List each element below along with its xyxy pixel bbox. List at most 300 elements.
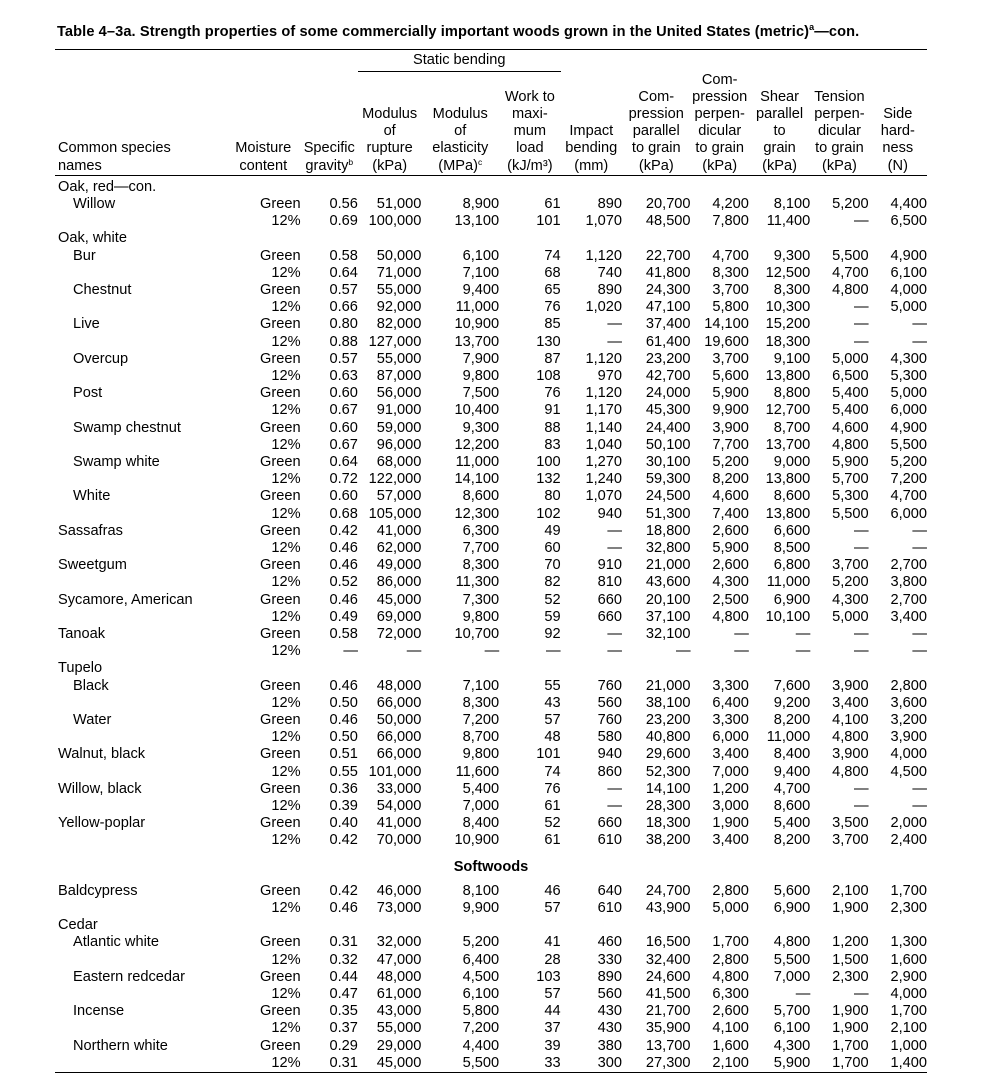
- table-cell: 4,500: [890, 763, 927, 780]
- table-cell: 0.80: [329, 316, 358, 333]
- table-cell: 12%: [271, 832, 301, 849]
- table-cell: 3,700: [832, 557, 869, 574]
- table-cell: —: [795, 643, 811, 660]
- column-header-line: hard-: [880, 123, 915, 140]
- table-cell: —: [734, 626, 749, 642]
- table-cell: 61,000: [376, 986, 422, 1003]
- table-row: [55, 334, 927, 351]
- table-cell: —: [912, 626, 927, 642]
- table-cell: 57: [544, 712, 561, 729]
- species-name: [55, 643, 226, 660]
- species-name: Sycamore, American: [58, 591, 193, 608]
- section-row: [55, 850, 927, 879]
- table-cell: 10,400: [454, 402, 500, 419]
- table-cell: 80: [544, 488, 561, 505]
- column-header-line: Modulus: [362, 105, 418, 122]
- table-cell: 760: [597, 677, 622, 694]
- static-bending-group-header: Static bending: [358, 50, 561, 72]
- table-cell: 9,000: [773, 453, 811, 470]
- table-cell: 32,400: [645, 951, 691, 968]
- table-cell: 21,700: [645, 1003, 691, 1020]
- table-row: [55, 437, 927, 454]
- table-cell: 9,300: [773, 247, 811, 264]
- table-cell: 28,300: [645, 798, 691, 815]
- species-name: Tupelo: [58, 660, 103, 677]
- table-cell: 0.46: [329, 591, 358, 608]
- column-header-mor: [358, 72, 421, 176]
- table-cell: 42,700: [645, 367, 691, 384]
- table-cell: 580: [597, 729, 622, 746]
- table-cell: 430: [597, 1003, 622, 1020]
- table-cell: Green: [260, 385, 301, 402]
- table-cell: 6,900: [773, 900, 811, 917]
- table-cell: 2,700: [890, 557, 927, 574]
- table-cell: 5,800: [462, 1003, 500, 1020]
- table-cell: 0.47: [329, 986, 358, 1003]
- table-cell: 12%: [271, 643, 301, 660]
- species-group-row: [55, 660, 927, 677]
- table-cell: 11,300: [455, 574, 500, 591]
- column-header-line: names: [58, 157, 102, 174]
- column-header-tension: [810, 72, 868, 176]
- table-cell: 12%: [271, 471, 301, 488]
- species-name: [55, 1020, 226, 1037]
- species-group-row: [55, 230, 927, 247]
- table-cell: 8,600: [773, 488, 811, 505]
- table-cell: 0.42: [329, 882, 358, 899]
- table-row: [55, 678, 927, 695]
- table-cell: 430: [597, 1020, 622, 1037]
- species-name: [55, 574, 226, 591]
- table-row: [55, 712, 927, 729]
- table-cell: 69,000: [376, 608, 422, 625]
- column-header-line: [301, 158, 358, 175]
- table-cell: —: [675, 643, 691, 660]
- table-cell: 380: [597, 1037, 622, 1054]
- table-cell: 3,900: [712, 419, 749, 436]
- table-cell: Green: [260, 677, 301, 694]
- column-header-gravity: [301, 72, 358, 176]
- table-cell: 4,300: [712, 574, 749, 591]
- species-name: [55, 437, 226, 454]
- table-cell: 10,900: [454, 316, 500, 333]
- table-cell: 890: [597, 968, 622, 985]
- table-cell: 860: [597, 763, 622, 780]
- table-cell: 66,000: [376, 746, 422, 763]
- table-cell: 13,700: [645, 1037, 691, 1054]
- table-cell: 37,400: [645, 316, 691, 333]
- column-header-line: (kPa): [372, 157, 408, 174]
- table-cell: 1,070: [585, 488, 622, 505]
- table-cell: 33,000: [376, 780, 422, 797]
- table-cell: 41,000: [376, 815, 422, 832]
- table-cell: Green: [260, 815, 301, 832]
- table-cell: 59: [544, 608, 561, 625]
- column-header-line: of: [454, 123, 467, 140]
- table-cell: 1,600: [890, 951, 927, 968]
- table-cell: 4,000: [890, 746, 927, 763]
- table-cell: 7,200: [890, 471, 927, 488]
- table-cell: Green: [260, 522, 301, 539]
- table-cell: —: [854, 986, 869, 1003]
- table-cell: 70,000: [376, 832, 422, 849]
- table-cell: —: [854, 626, 869, 642]
- column-header-line: Impact: [569, 123, 614, 140]
- table-cell: 890: [597, 195, 622, 212]
- table-cell: 8,200: [712, 471, 749, 488]
- species-name: [55, 213, 226, 230]
- table-cell: 7,700: [712, 436, 749, 453]
- table-cell: 12%: [271, 264, 301, 281]
- table-cell: 4,700: [773, 780, 811, 797]
- table-cell: 76: [544, 385, 561, 402]
- table-cell: 49,000: [376, 557, 422, 574]
- table-cell: —: [854, 798, 869, 815]
- table-cell: 0.46: [329, 557, 358, 574]
- table-cell: 19,600: [704, 333, 749, 350]
- species-name: Swamp white: [73, 453, 160, 470]
- table-cell: 12%: [271, 1020, 301, 1037]
- table-cell: —: [607, 643, 622, 660]
- table-row: [55, 729, 927, 746]
- column-header-species: [55, 72, 226, 176]
- species-name: [55, 729, 226, 746]
- table-row: [55, 764, 927, 781]
- table-cell: 2,500: [712, 591, 749, 608]
- table-cell: 0.63: [329, 367, 358, 384]
- table-cell: 0.49: [329, 608, 358, 625]
- table-cell: 91: [544, 402, 561, 419]
- table-row: [55, 282, 927, 299]
- table-cell: 6,100: [462, 986, 500, 1003]
- table-cell: 55: [544, 677, 561, 694]
- table-cell: 5,600: [712, 367, 749, 384]
- table-cell: 0.58: [329, 626, 358, 642]
- table-cell: 8,200: [773, 832, 811, 849]
- table-cell: 0.57: [329, 281, 358, 298]
- table-cell: 12%: [271, 951, 301, 968]
- table-cell: 29,000: [376, 1037, 422, 1054]
- species-name: Chestnut: [73, 281, 132, 298]
- column-header-hardness: [869, 72, 927, 176]
- table-row: [55, 695, 927, 712]
- column-header-line: maxi-: [512, 105, 548, 122]
- table-cell: 2,300: [890, 900, 927, 917]
- table-cell: 43,900: [645, 900, 691, 917]
- table-cell: 1,700: [810, 1055, 868, 1073]
- table-cell: 100: [536, 453, 561, 470]
- column-header-line: (kPa): [638, 157, 674, 174]
- table-row: [55, 643, 927, 660]
- column-header-line: (N): [887, 157, 908, 174]
- table-cell: 3,400: [712, 832, 749, 849]
- table-cell: 2,800: [712, 882, 749, 899]
- table-cell: 12,500: [765, 264, 811, 281]
- table-cell: 11,000: [766, 574, 811, 591]
- table-cell: 5,000: [712, 900, 749, 917]
- table-cell: 560: [597, 986, 622, 1003]
- table-row: [55, 934, 927, 951]
- table-cell: 12%: [271, 574, 301, 591]
- table-cell: 65: [544, 281, 561, 298]
- table-cell: 74: [544, 247, 561, 264]
- table-cell: —: [854, 643, 869, 660]
- table-row: [55, 1055, 927, 1073]
- table-cell: 41,000: [376, 522, 422, 539]
- table-cell: —: [607, 316, 622, 333]
- table-cell: 92,000: [376, 299, 422, 316]
- table-cell: 52,300: [645, 763, 691, 780]
- column-header-shear: [749, 72, 810, 176]
- table-cell: 4,800: [712, 608, 749, 625]
- table-cell: 2,300: [832, 968, 869, 985]
- table-cell: 5,200: [832, 195, 869, 212]
- table-cell: 910: [597, 557, 622, 574]
- table-cell: 62,000: [376, 539, 422, 556]
- table-row: [55, 540, 927, 557]
- table-cell: 1,020: [585, 299, 622, 316]
- table-row: [55, 832, 927, 849]
- table-cell: 2,100: [691, 1055, 749, 1073]
- table-cell: 15,200: [765, 316, 811, 333]
- table-cell: 14,100: [454, 471, 500, 488]
- column-header-moisture: [226, 72, 301, 176]
- table-cell: 48,000: [376, 968, 422, 985]
- table-cell: 2,000: [890, 815, 927, 832]
- table-cell: 8,200: [773, 712, 811, 729]
- table-cell: 68: [544, 264, 561, 281]
- table-cell: 3,600: [890, 694, 927, 711]
- table-cell: 50,100: [645, 436, 691, 453]
- table-cell: 7,300: [462, 591, 500, 608]
- column-header-comp_perp: [691, 72, 749, 176]
- table-cell: 12%: [271, 763, 301, 780]
- table-cell: —: [912, 643, 927, 660]
- species-name: White: [73, 488, 111, 505]
- table-cell: Green: [260, 557, 301, 574]
- table-cell: 4,700: [712, 247, 749, 264]
- species-name: Willow: [73, 195, 116, 212]
- table-cell: 5,000: [890, 299, 927, 316]
- table-cell: 10,300: [765, 299, 811, 316]
- table-cell: 11,000: [455, 299, 500, 316]
- table-cell: 56,000: [376, 385, 422, 402]
- table-cell: 41: [544, 934, 561, 951]
- table-cell: —: [607, 798, 622, 815]
- table-cell: 5,700: [832, 471, 869, 488]
- table-cell: —: [734, 643, 749, 660]
- species-name: [55, 265, 226, 282]
- table-cell: —: [607, 333, 622, 350]
- table-cell: 2,600: [712, 522, 749, 539]
- table-cell: 9,900: [462, 900, 500, 917]
- species-name: Atlantic white: [73, 934, 159, 951]
- table-cell: 45,000: [358, 1055, 421, 1073]
- table-cell: 7,200: [462, 712, 500, 729]
- species-name: [55, 368, 226, 385]
- table-cell: 940: [597, 746, 622, 763]
- table-cell: 8,800: [773, 385, 811, 402]
- table-cell: 6,100: [890, 264, 927, 281]
- table-cell: 1,040: [585, 436, 622, 453]
- table-cell: 1,600: [712, 1037, 749, 1054]
- table-cell: 70: [544, 557, 561, 574]
- table-cell: 3,800: [890, 574, 927, 591]
- table-cell: 12%: [271, 367, 301, 384]
- table-cell: 4,300: [832, 591, 869, 608]
- species-name: Oak, white: [58, 230, 127, 247]
- table-cell: —: [484, 643, 500, 660]
- table-cell: 1,300: [890, 934, 927, 951]
- table-cell: 0.31: [301, 1055, 358, 1073]
- table-cell: 61: [544, 832, 561, 849]
- table-cell: 12%: [271, 299, 301, 316]
- table-cell: —: [854, 299, 869, 316]
- table-cell: 74: [544, 763, 561, 780]
- table-cell: 5,000: [832, 608, 869, 625]
- table-cell: 18,300: [765, 333, 811, 350]
- species-name: Eastern redcedar: [73, 968, 185, 985]
- table-cell: 9,800: [462, 746, 500, 763]
- table-cell: 5,200: [890, 453, 927, 470]
- table-cell: 1,900: [832, 1020, 869, 1037]
- table-cell: 132: [536, 471, 561, 488]
- table-cell: 1,120: [585, 247, 622, 264]
- table-cell: 13,700: [765, 436, 811, 453]
- table-cell: 24,000: [645, 385, 691, 402]
- table-cell: 3,400: [712, 746, 749, 763]
- table-cell: 3,400: [890, 608, 927, 625]
- table-cell: 760: [597, 712, 622, 729]
- species-name: Yellow-poplar: [58, 815, 146, 832]
- table-row: [55, 1020, 927, 1037]
- table-cell: 1,270: [585, 453, 622, 470]
- column-header-line: Moisture: [235, 140, 292, 157]
- table-header: [55, 50, 927, 176]
- table-cell: 24,500: [645, 488, 691, 505]
- table-cell: 52: [544, 591, 561, 608]
- table-cell: Green: [260, 316, 301, 333]
- table-cell: —: [607, 522, 622, 539]
- table-cell: 130: [536, 333, 561, 350]
- table-row: [55, 248, 927, 265]
- table-cell: 0.40: [329, 815, 358, 832]
- table-cell: 4,900: [890, 247, 927, 264]
- species-name: Oak, red—con.: [58, 178, 157, 195]
- table-cell: 0.46: [329, 900, 358, 917]
- table-cell: —: [854, 780, 869, 797]
- table-cell: 71,000: [376, 264, 422, 281]
- table-cell: 12%: [271, 539, 301, 556]
- table-cell: 8,500: [773, 539, 811, 556]
- table-cell: 105,000: [368, 505, 422, 522]
- table-cell: 57: [544, 986, 561, 1003]
- table-cell: 0.32: [329, 951, 358, 968]
- table-cell: 41,800: [645, 264, 691, 281]
- table-cell: 60: [544, 539, 561, 556]
- table-cell: —: [912, 333, 927, 350]
- table-cell: 21,000: [645, 557, 691, 574]
- table-cell: 83: [544, 436, 561, 453]
- table-cell: 5,000: [832, 350, 869, 367]
- table-cell: 5,200: [462, 934, 500, 951]
- table-row: [55, 815, 927, 832]
- table-cell: 3,700: [712, 350, 749, 367]
- table-cell: 4,200: [712, 195, 749, 212]
- table-cell: 3,500: [832, 815, 869, 832]
- table-cell: 9,800: [462, 608, 500, 625]
- table-cell: 72,000: [376, 626, 422, 642]
- table-row: [55, 1003, 927, 1020]
- table-cell: 68,000: [376, 453, 422, 470]
- table-cell: —: [854, 333, 869, 350]
- table-cell: 7,000: [712, 763, 749, 780]
- table-cell: 82,000: [376, 316, 422, 333]
- table-cell: 0.67: [329, 436, 358, 453]
- table-cell: 12%: [271, 402, 301, 419]
- empty-cells: [226, 660, 927, 677]
- table-cell: 12%: [271, 694, 301, 711]
- strength-table: [55, 49, 927, 1073]
- table-cell: 100,000: [368, 213, 422, 230]
- column-header-line: mum: [513, 123, 547, 140]
- table-cell: 1,170: [585, 402, 622, 419]
- species-name: [55, 471, 226, 488]
- table-row: [55, 781, 927, 798]
- table-cell: 6,000: [890, 505, 927, 522]
- table-cell: 127,000: [368, 333, 422, 350]
- column-header-line: of: [383, 123, 396, 140]
- table-cell: 59,000: [376, 419, 422, 436]
- table-cell: Green: [260, 626, 301, 642]
- table-cell: 5,400: [832, 385, 869, 402]
- table-cell: 0.46: [329, 539, 358, 556]
- table-cell: 0.72: [329, 471, 358, 488]
- table-cell: Green: [260, 968, 301, 985]
- table-cell: 0.60: [329, 488, 358, 505]
- species-name: [55, 764, 226, 781]
- table-cell: 7,000: [773, 968, 811, 985]
- table-cell: 1,700: [890, 882, 927, 899]
- column-header-line: Common species: [58, 140, 171, 157]
- table-cell: 47,100: [645, 299, 691, 316]
- table-cell: 0.44: [329, 968, 358, 985]
- table-row: [55, 574, 927, 591]
- table-cell: 23,200: [645, 712, 691, 729]
- table-cell: 47,000: [376, 951, 422, 968]
- table-cell: 9,400: [773, 763, 811, 780]
- table-cell: 92: [544, 626, 561, 642]
- table-cell: 7,200: [462, 1020, 500, 1037]
- table-row: [55, 1038, 927, 1055]
- table-row: [55, 609, 927, 626]
- table-cell: 61: [544, 195, 561, 212]
- table-cell: 24,600: [645, 968, 691, 985]
- table-cell: 11,000: [766, 729, 811, 746]
- table-cell: 2,900: [890, 968, 927, 985]
- table-cell: 4,700: [890, 488, 927, 505]
- table-cell: 5,700: [773, 1003, 811, 1020]
- column-header-line: Modulus: [432, 105, 488, 122]
- table-cell: 12%: [271, 608, 301, 625]
- table-cell: 8,700: [462, 729, 500, 746]
- species-name: [55, 334, 226, 351]
- table-cell: 0.60: [329, 385, 358, 402]
- column-header-line: Specific: [303, 140, 355, 157]
- table-cell: 5,500: [832, 247, 869, 264]
- table-cell: 0.42: [329, 522, 358, 539]
- column-header-line: parallel: [632, 123, 680, 140]
